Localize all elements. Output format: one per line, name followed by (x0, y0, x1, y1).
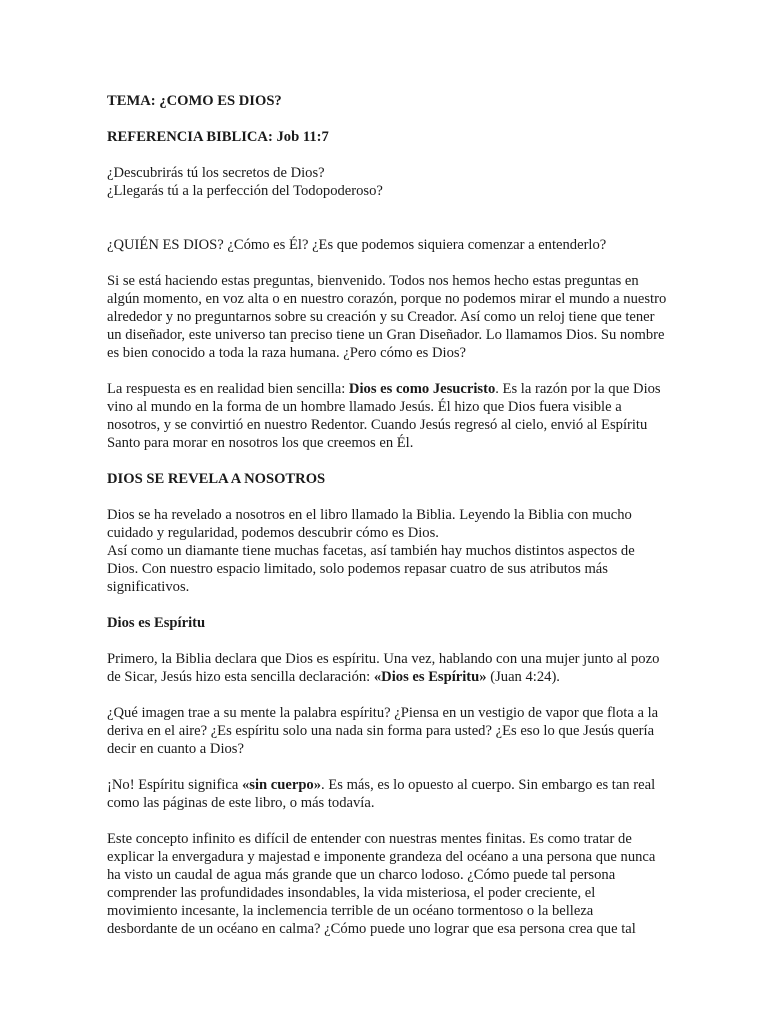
verse-line-2: ¿Llegarás tú a la perfección del Todopoderoso? (107, 183, 383, 199)
ocean-paragraph: Este concepto infinito es difícil de entender con nuestras mentes finitas. Es como tratar de explicar la envergadura y majestad e imponente grandeza del océano a una persona que nunca ha visto un caudal de agua más grande que un charco lodoso. ¿Cómo puede tal persona comprender las profundidades insondables, la vida misteriosa, el poder creciente, el movimiento incesante, la inclemencia terrible de un océano tormentoso o la belleza desbordante de un océano en calma? ¿Cómo puede uno lograr que esa persona crea que tal (107, 831, 656, 937)
no-body-text-end: . Es más, es lo opuesto al cuerpo. Sin embargo es tan real como las páginas de este libro, o más todavía. (107, 777, 656, 811)
answer-paragraph (107, 380, 667, 452)
section-heading-spirit: Dios es Espíritu (107, 615, 206, 631)
document-body (107, 92, 667, 956)
no-body-emphasis: «sin cuerpo» (241, 777, 322, 793)
bible-paragraph (107, 506, 667, 596)
who-is-god-paragraph: ¿QUIÉN ES DIOS? ¿Cómo es Él? ¿Es que podemos siquiera comenzar a entenderlo? (107, 237, 607, 253)
spirit-text-end: (Juan 4:24). (486, 669, 560, 685)
topic-heading: TEMA: ¿COMO ES DIOS? (107, 93, 282, 109)
bible-reference-heading: REFERENCIA BIBLICA: Job 11:7 (107, 129, 329, 145)
spirit-paragraph (107, 650, 667, 686)
section-heading-reveals: DIOS SE REVELA A NOSOTROS (107, 471, 326, 487)
spirit-quote: «Dios es Espíritu» (373, 669, 487, 685)
no-body-paragraph (107, 776, 667, 812)
verse-line-1: ¿Descubrirás tú los secretos de Dios? (107, 165, 325, 181)
image-question-paragraph: ¿Qué imagen trae a su mente la palabra espíritu? ¿Piensa en un vestigio de vapor que flota a la deriva en el aire? ¿Es espíritu solo una nada sin forma para usted? ¿Es eso lo que Jesús quería decir en cuanto a Dios? (107, 705, 659, 757)
answer-emphasis: Dios es como Jesucristo (348, 381, 496, 397)
bible-paragraph-line-2: Así como un diamante tiene muchas facetas, así también hay muchos distintos aspectos de Dios. Con nuestro espacio limitado, solo podemos repasar cuatro de sus atributos más significativos. (107, 543, 635, 595)
answer-text-end: . Es la razón por la que Dios vino al mundo en la forma de un hombre llamado Jesús. Él hizo que Dios fuera visible a nosotros, y se convirtió en nuestro Redentor. Cuando Jesús regresó al cielo, envió al Espíritu Santo para morar en nosotros los que creemos en Él. (107, 381, 661, 451)
bible-paragraph-line-1: Dios se ha revelado a nosotros en el libro llamado la Biblia. Leyendo la Biblia con mucho cuidado y regularidad, podemos descubrir cómo es Dios. (107, 507, 632, 541)
answer-text-start: La respuesta es en realidad bien sencilla: (107, 381, 349, 397)
welcome-paragraph: Si se está haciendo estas preguntas, bienvenido. Todos nos hemos hecho estas preguntas en algún momento, en voz alta o en nuestro corazón, porque no podemos mirar el mundo a nuestro alrededor y no preguntarnos sobre su creación y su Creador. Así como un reloj tiene que tener un diseñador, este universo tan preciso tiene un Gran Diseñador. Lo llamamos Dios. Su nombre es bien conocido a toda la raza humana. ¿Pero cómo es Dios? (107, 273, 667, 361)
no-body-text-start: ¡No! Espíritu significa (107, 777, 242, 793)
spirit-text-start: Primero, la Biblia declara que Dios es espíritu. Una vez, hablando con una mujer junto al pozo de Sicar, Jesús hizo esta sencilla declaración: (107, 651, 660, 685)
